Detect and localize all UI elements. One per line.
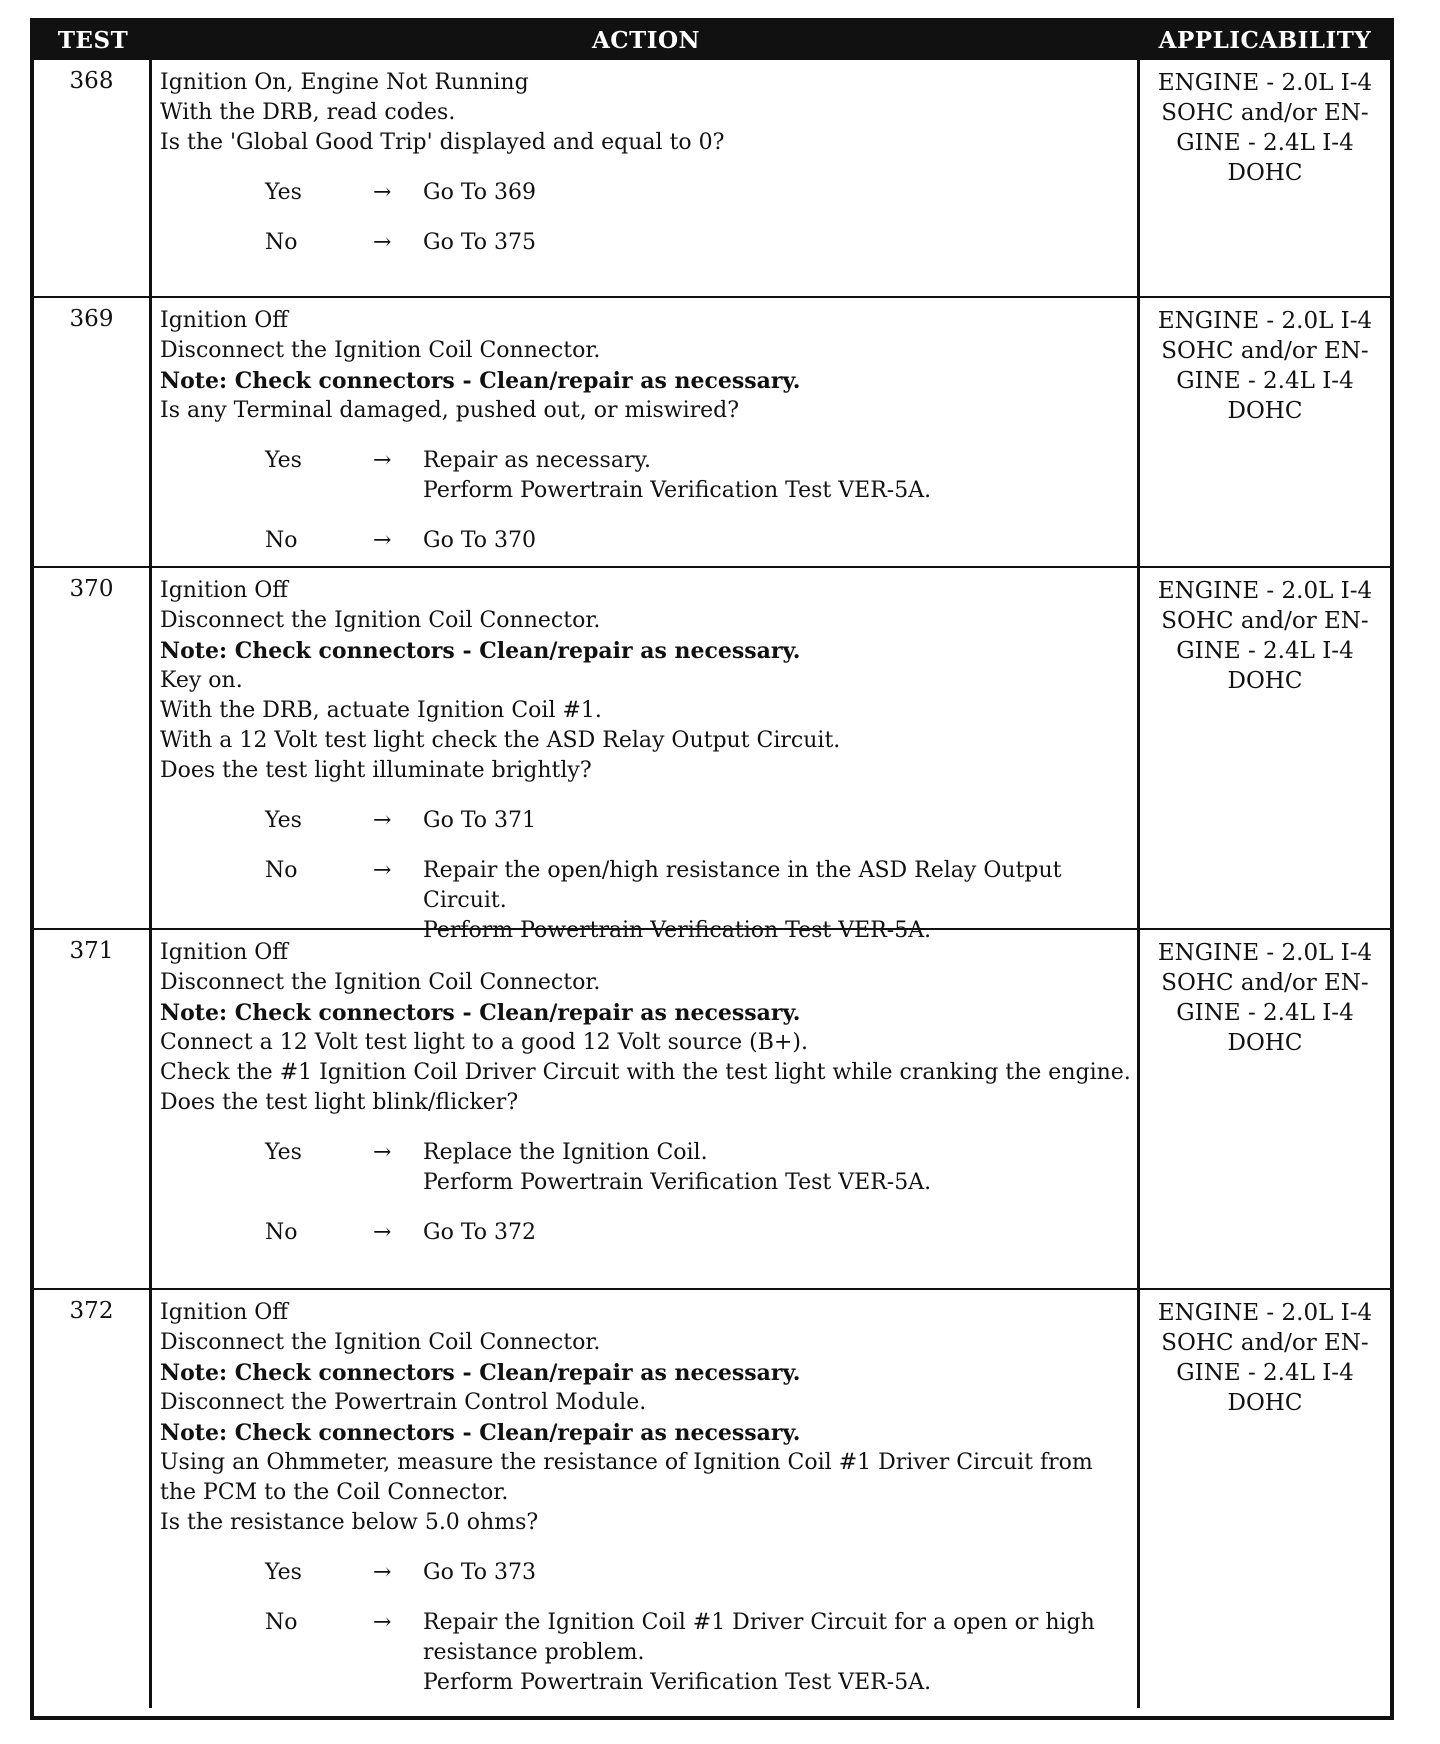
table-row xyxy=(34,58,1390,296)
action-cell xyxy=(152,568,1140,943)
step-text: Is any Terminal damaged, pushed out, or miswired? xyxy=(160,398,740,423)
arrow-icon: → xyxy=(373,1560,392,1585)
answer-label: No xyxy=(265,230,298,255)
outcome-result xyxy=(423,1608,1131,1698)
step-text: Does the test light illuminate brightly? xyxy=(160,758,592,783)
applicability-line: GINE - 2.4L I-4 xyxy=(1176,1360,1354,1386)
answer-label: Yes xyxy=(265,448,302,473)
table-row xyxy=(34,566,1390,943)
step-text: With the DRB, actuate Ignition Coil #1. xyxy=(160,698,602,723)
step-text: Disconnect the Ignition Coil Connector. xyxy=(160,1330,601,1355)
result-line: Perform Powertrain Verification Test VER-5A. xyxy=(423,918,932,943)
applicability-cell xyxy=(1140,930,1390,1288)
applicability-line: ENGINE - 2.0L I-4 xyxy=(1157,308,1373,334)
action-cell xyxy=(152,930,1140,1288)
note-text: Note: Check connectors - Clean/repair as necessary. xyxy=(160,368,801,394)
step-text: Does the test light blink/flicker? xyxy=(160,1090,519,1115)
outcome-result xyxy=(423,1138,1131,1198)
answer-label: Yes xyxy=(265,180,302,205)
test-number: 368 xyxy=(34,60,152,296)
step-text: Disconnect the Powertrain Control Module. xyxy=(160,1390,647,1415)
arrow-icon: → xyxy=(373,808,392,833)
result-line: Go To 375 xyxy=(423,230,537,255)
outcome-result xyxy=(423,178,1131,208)
applicability-line: GINE - 2.4L I-4 xyxy=(1176,638,1354,664)
header-test: TEST xyxy=(57,26,129,54)
table-row xyxy=(34,296,1390,566)
note-text: Note: Check connectors - Clean/repair as necessary. xyxy=(160,1000,801,1026)
outcome-no xyxy=(160,1218,1131,1248)
result-line: Perform Powertrain Verification Test VER-5A. xyxy=(423,1170,932,1195)
arrow-icon: → xyxy=(373,180,392,205)
answer-label: Yes xyxy=(265,1140,302,1165)
step-text: With the DRB, read codes. xyxy=(160,100,456,125)
test-number: 369 xyxy=(34,298,152,566)
outcome-no xyxy=(160,526,1131,556)
outcome-result xyxy=(423,228,1131,258)
applicability-line: SOHC and/or EN- xyxy=(1161,100,1369,126)
outcome-yes xyxy=(160,446,1131,506)
arrow-icon: → xyxy=(373,448,392,473)
step-text: Check the #1 Ignition Coil Driver Circuit with the test light while cranking the engine. xyxy=(160,1060,1131,1085)
arrow-icon: → xyxy=(373,1610,392,1635)
arrow-icon: → xyxy=(373,1140,392,1165)
step-text: Ignition Off xyxy=(160,1300,288,1325)
applicability-line: GINE - 2.4L I-4 xyxy=(1176,368,1354,394)
note-text: Note: Check connectors - Clean/repair as necessary. xyxy=(160,638,801,664)
note-text: Note: Check connectors - Clean/repair as necessary. xyxy=(160,1420,801,1446)
outcome-result xyxy=(423,806,1131,836)
header-applicability: APPLICABILITY xyxy=(1158,26,1372,54)
answer-label: No xyxy=(265,1610,298,1635)
result-line: Perform Powertrain Verification Test VER-5A. xyxy=(423,1670,932,1695)
table-body xyxy=(34,58,1390,1708)
answer-label: Yes xyxy=(265,1560,302,1585)
applicability-cell xyxy=(1140,568,1390,928)
header-action: ACTION xyxy=(591,26,701,54)
arrow-icon: → xyxy=(373,858,392,883)
applicability-line: SOHC and/or EN- xyxy=(1161,1330,1369,1356)
step-text: Disconnect the Ignition Coil Connector. xyxy=(160,970,601,995)
result-line: Replace the Ignition Coil. xyxy=(423,1140,708,1165)
answer-label: No xyxy=(265,528,298,553)
outcome-yes xyxy=(160,178,1131,208)
applicability-line: DOHC xyxy=(1227,160,1303,186)
step-text: Connect a 12 Volt test light to a good 12 Volt source (B+). xyxy=(160,1030,808,1055)
applicability-cell xyxy=(1140,60,1390,296)
applicability-line: DOHC xyxy=(1227,1030,1303,1056)
result-line: Repair the Ignition Coil #1 Driver Circuit for a open or high resistance problem. xyxy=(423,1610,1095,1665)
step-text: Disconnect the Ignition Coil Connector. xyxy=(160,338,601,363)
test-number: 372 xyxy=(34,1290,152,1708)
applicability-line: GINE - 2.4L I-4 xyxy=(1176,130,1354,156)
note-text: Note: Check connectors - Clean/repair as necessary. xyxy=(160,1360,801,1386)
result-line: Go To 371 xyxy=(423,808,537,833)
step-text: Using an Ohmmeter, measure the resistance of Ignition Coil #1 Driver Circuit from the PCM to the Coil Connector. xyxy=(160,1450,1093,1505)
applicability-line: ENGINE - 2.0L I-4 xyxy=(1157,1300,1373,1326)
step-text: Ignition On, Engine Not Running xyxy=(160,70,529,95)
result-line: Repair the open/high resistance in the ASD Relay Output Circuit. xyxy=(423,858,1062,913)
step-text: Ignition Off xyxy=(160,578,288,603)
applicability-line: SOHC and/or EN- xyxy=(1161,338,1369,364)
step-text: Ignition Off xyxy=(160,940,288,965)
answer-label: No xyxy=(265,858,298,883)
applicability-line: DOHC xyxy=(1227,668,1303,694)
arrow-icon: → xyxy=(373,528,392,553)
answer-label: Yes xyxy=(265,808,302,833)
applicability-cell xyxy=(1140,298,1390,566)
applicability-line: GINE - 2.4L I-4 xyxy=(1176,1000,1354,1026)
action-cell xyxy=(152,60,1140,296)
result-line: Perform Powertrain Verification Test VER-5A. xyxy=(423,478,932,503)
outcome-yes xyxy=(160,1558,1131,1588)
test-number: 370 xyxy=(34,568,152,928)
action-cell xyxy=(152,298,1140,566)
applicability-line: DOHC xyxy=(1227,1390,1303,1416)
step-text: With a 12 Volt test light check the ASD Relay Output Circuit. xyxy=(160,728,841,753)
result-line: Go To 373 xyxy=(423,1560,537,1585)
diagnostic-test-table xyxy=(30,18,1394,1720)
outcome-result xyxy=(423,446,1131,506)
arrow-icon: → xyxy=(373,1220,392,1245)
applicability-line: ENGINE - 2.0L I-4 xyxy=(1157,578,1373,604)
step-text: Ignition Off xyxy=(160,308,288,333)
table-row xyxy=(34,1288,1390,1708)
outcome-yes xyxy=(160,1138,1131,1198)
result-line: Go To 370 xyxy=(423,528,537,553)
applicability-line: SOHC and/or EN- xyxy=(1161,608,1369,634)
step-text: Key on. xyxy=(160,668,243,693)
step-text: Is the 'Global Good Trip' displayed and equal to 0? xyxy=(160,130,725,155)
applicability-line: DOHC xyxy=(1227,398,1303,424)
test-number: 371 xyxy=(34,930,152,1288)
applicability-cell xyxy=(1140,1290,1390,1708)
outcome-yes xyxy=(160,806,1131,836)
step-text: Is the resistance below 5.0 ohms? xyxy=(160,1510,539,1535)
result-line: Go To 372 xyxy=(423,1220,537,1245)
outcome-result xyxy=(423,526,1131,556)
arrow-icon: → xyxy=(373,230,392,255)
action-cell xyxy=(152,1290,1140,1708)
outcome-no xyxy=(160,228,1131,258)
result-line: Repair as necessary. xyxy=(423,448,651,473)
table-header xyxy=(34,22,1390,58)
table-row xyxy=(34,928,1390,1288)
outcome-result xyxy=(423,1558,1131,1588)
result-line: Go To 369 xyxy=(423,180,537,205)
outcome-no xyxy=(160,1608,1131,1698)
applicability-line: ENGINE - 2.0L I-4 xyxy=(1157,70,1373,96)
outcome-result xyxy=(423,1218,1131,1248)
step-text: Disconnect the Ignition Coil Connector. xyxy=(160,608,601,633)
applicability-line: SOHC and/or EN- xyxy=(1161,970,1369,996)
answer-label: No xyxy=(265,1220,298,1245)
applicability-line: ENGINE - 2.0L I-4 xyxy=(1157,940,1373,966)
